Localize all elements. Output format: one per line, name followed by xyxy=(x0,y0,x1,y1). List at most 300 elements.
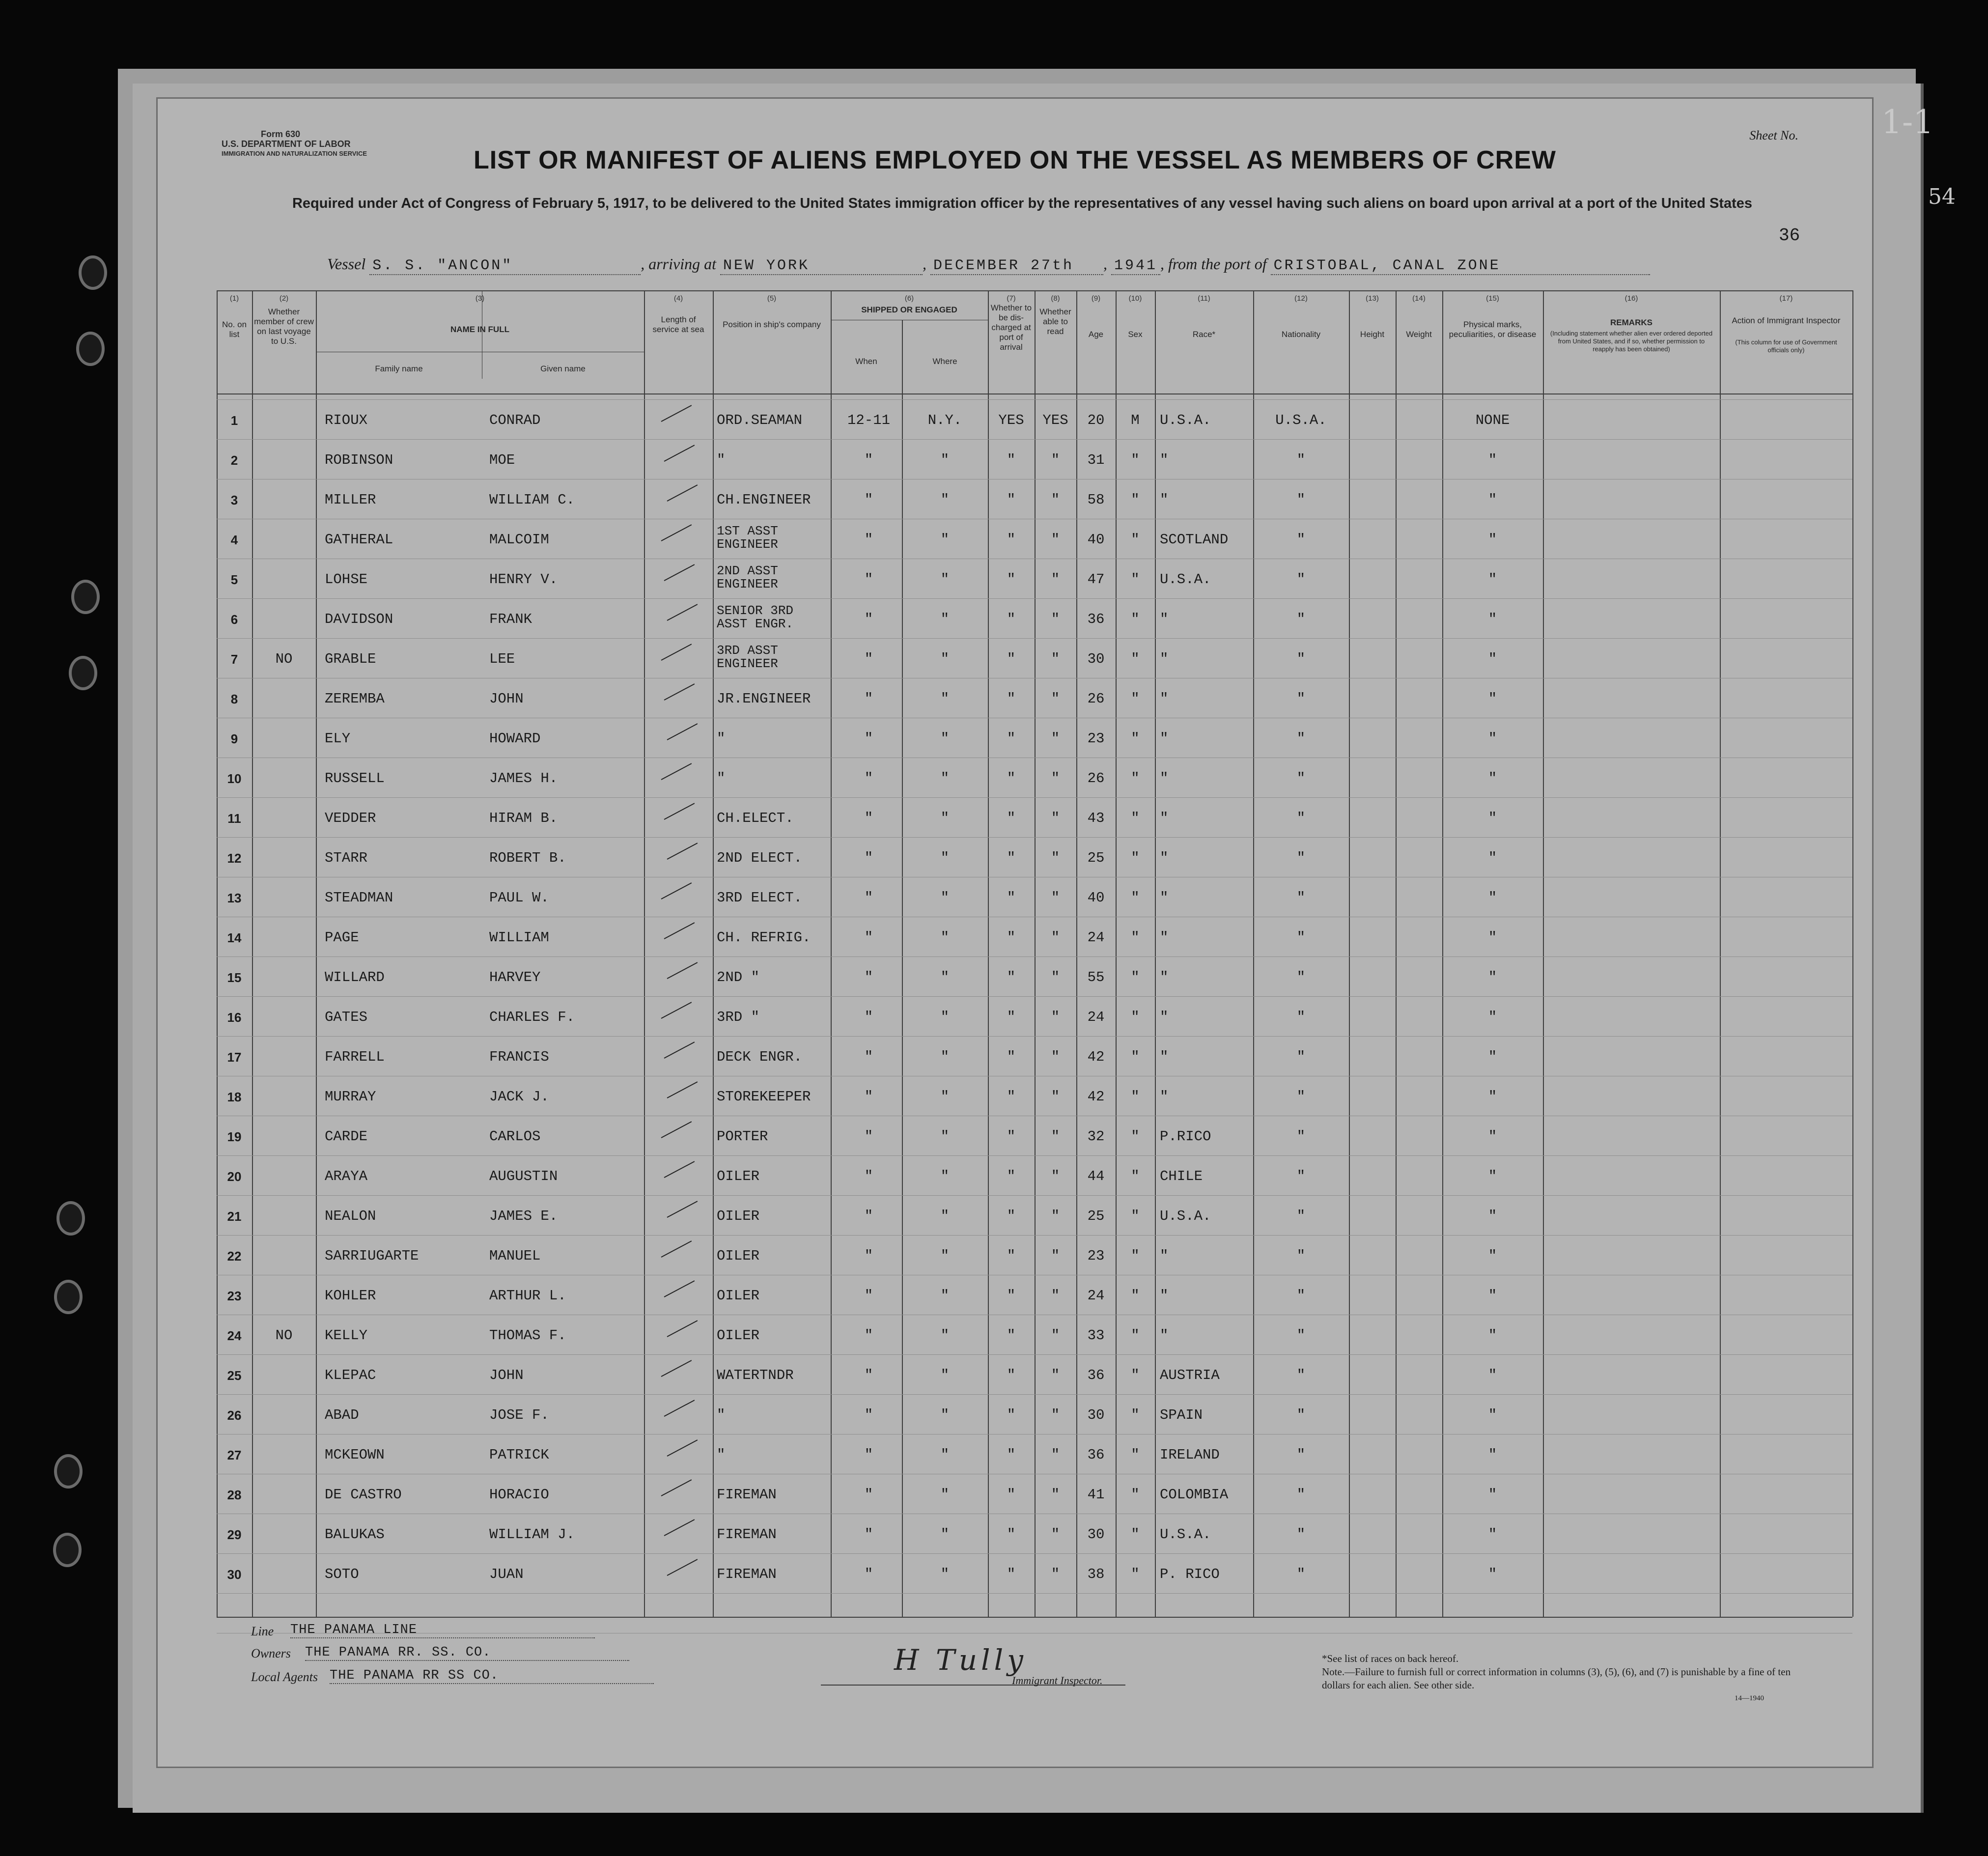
cell-race: " xyxy=(1160,1049,1169,1065)
cell-sex: " xyxy=(1131,1248,1140,1264)
cell-age: 24 xyxy=(1087,929,1105,946)
cell-where: " xyxy=(940,1327,950,1344)
cell-nat: " xyxy=(1296,929,1306,946)
printer-code: 14—1940 xyxy=(1735,1694,1764,1702)
cell-read: " xyxy=(1051,611,1060,627)
cell-disch: " xyxy=(1007,1487,1016,1503)
arrival-date: DECEMBER 27th xyxy=(930,257,1103,275)
col-race: Race* xyxy=(1192,330,1216,339)
cell-where: " xyxy=(940,1447,950,1463)
cell-sex: " xyxy=(1131,1447,1140,1463)
cell-disch: " xyxy=(1007,651,1016,667)
cell-phys: " xyxy=(1488,532,1497,548)
cell-given: ARTHUR L. xyxy=(489,1288,566,1304)
cell-family: DE CASTRO xyxy=(325,1487,402,1503)
cell-where: " xyxy=(940,611,950,627)
cell-age: 36 xyxy=(1087,1447,1105,1463)
cell-family: LOHSE xyxy=(325,571,368,588)
cell-sex: " xyxy=(1131,1526,1140,1543)
cell-race: CHILE xyxy=(1160,1168,1203,1184)
cell-where: " xyxy=(940,1168,950,1184)
cell-sex: " xyxy=(1131,532,1140,548)
cell-disch: " xyxy=(1007,532,1016,548)
cell-when: " xyxy=(864,1487,873,1503)
cell-race: IRELAND xyxy=(1160,1447,1220,1463)
binder-hole xyxy=(79,255,107,290)
service-checkmark xyxy=(667,1320,698,1337)
cell-given: HARVEY xyxy=(489,969,541,985)
col-remarks-sub: (Including statement whether alien ever ordered deported from United States, and if so, whether permission to reapply has been obtained) xyxy=(1550,330,1713,353)
cell-position: OILER xyxy=(717,1327,760,1344)
cell-sex: " xyxy=(1131,452,1140,468)
cell-phys: " xyxy=(1488,1288,1497,1304)
cell-family: KLEPAC xyxy=(325,1367,376,1383)
cell-no: 26 xyxy=(227,1408,242,1423)
cell-sex: " xyxy=(1131,850,1140,866)
cell-nat: " xyxy=(1296,1367,1306,1383)
cell-position: 3RD ASST ENGINEER xyxy=(717,643,778,671)
cell-sex: " xyxy=(1131,770,1140,787)
cell-read: " xyxy=(1051,1447,1060,1463)
form-number: Form 630 xyxy=(261,129,301,139)
cell-age: 25 xyxy=(1087,1208,1105,1224)
cell-where: " xyxy=(940,1407,950,1423)
cell-given: MALCOIM xyxy=(489,532,549,548)
cell-nat: " xyxy=(1296,1447,1306,1463)
cell-family: KELLY xyxy=(325,1327,368,1344)
colnum-4: (4) xyxy=(673,294,683,303)
cell-age: 20 xyxy=(1087,412,1105,428)
cell-where: " xyxy=(940,691,950,707)
cell-no: 11 xyxy=(227,811,241,826)
cell-age: 42 xyxy=(1087,1089,1105,1105)
cell-disch: " xyxy=(1007,1049,1016,1065)
cell-nat: " xyxy=(1296,1487,1306,1503)
cell-no: 8 xyxy=(230,692,238,706)
cell-phys: " xyxy=(1488,929,1497,946)
cell-phys: " xyxy=(1488,492,1497,508)
colnum-3: (3) xyxy=(475,294,485,303)
cell-read: " xyxy=(1051,1248,1060,1264)
cell-sex: " xyxy=(1131,1566,1140,1582)
vessel-name: S. S. "ANCON" xyxy=(369,257,641,275)
cell-race: SPAIN xyxy=(1160,1407,1203,1423)
cell-family: STEADMAN xyxy=(325,890,393,906)
cell-disch: " xyxy=(1007,1327,1016,1344)
cell-no: 27 xyxy=(227,1448,242,1462)
cell-position: FIREMAN xyxy=(717,1526,777,1543)
cell-no: 13 xyxy=(227,891,242,905)
service-checkmark xyxy=(667,1081,698,1098)
cell-given: WILLIAM J. xyxy=(489,1526,575,1543)
cell-sex: " xyxy=(1131,810,1140,826)
cell-race: " xyxy=(1160,929,1169,946)
cell-race: " xyxy=(1160,452,1169,468)
cell-family: DAVIDSON xyxy=(325,611,393,627)
document-title: LIST OR MANIFEST OF ALIENS EMPLOYED ON THE VESSEL AS MEMBERS OF CREW xyxy=(474,146,1556,174)
cell-when: " xyxy=(864,611,873,627)
col-remarks: REMARKS xyxy=(1610,318,1652,327)
cell-no: 28 xyxy=(227,1488,242,1502)
cell-where: " xyxy=(940,571,950,588)
cell-disch: " xyxy=(1007,571,1016,588)
cell-when: " xyxy=(864,1128,873,1145)
colnum-15: (15) xyxy=(1486,294,1499,303)
cell-age: 40 xyxy=(1087,532,1105,548)
cell-disch: " xyxy=(1007,890,1016,906)
cell-race: " xyxy=(1160,611,1169,627)
cell-age: 23 xyxy=(1087,1248,1105,1264)
cell-age: 26 xyxy=(1087,770,1105,787)
cell-no: 15 xyxy=(227,970,242,985)
cell-sex: " xyxy=(1131,1168,1140,1184)
cell-sex: " xyxy=(1131,1049,1140,1065)
cell-age: 43 xyxy=(1087,810,1105,826)
cell-when: " xyxy=(864,850,873,866)
cell-position: STOREKEEPER xyxy=(717,1089,811,1105)
service-checkmark xyxy=(664,1041,695,1059)
cell-nat: " xyxy=(1296,532,1306,548)
cell-no: 20 xyxy=(227,1169,242,1184)
colnum-13: (13) xyxy=(1366,294,1379,303)
cell-read: " xyxy=(1051,1407,1060,1423)
cell-given: JAMES E. xyxy=(489,1208,558,1224)
cell-nat: " xyxy=(1296,731,1306,747)
cell-where: " xyxy=(940,651,950,667)
note-races: *See list of races on back hereof. xyxy=(1322,1653,1459,1664)
cell-when: " xyxy=(864,1248,873,1264)
cell-no: 23 xyxy=(227,1289,242,1303)
cell-phys: " xyxy=(1488,1526,1497,1543)
cell-nat: " xyxy=(1296,1089,1306,1105)
cell-family: ELY xyxy=(325,731,351,747)
cell-phys: " xyxy=(1488,850,1497,866)
cell-when: " xyxy=(864,969,873,985)
cell-age: 47 xyxy=(1087,571,1105,588)
cell-read: " xyxy=(1051,452,1060,468)
cell-nat: " xyxy=(1296,571,1306,588)
cell-when: " xyxy=(864,1089,873,1105)
cell-nat: " xyxy=(1296,1168,1306,1184)
cell-disch: " xyxy=(1007,1566,1016,1582)
col-height: Height xyxy=(1360,330,1385,339)
cell-nat: " xyxy=(1296,810,1306,826)
cell-where: " xyxy=(940,810,950,826)
cell-given: LEE xyxy=(489,651,515,667)
cell-race: " xyxy=(1160,1248,1169,1264)
col-physical: Physical marks, peculiarities, or disease xyxy=(1449,320,1537,339)
cell-read: " xyxy=(1051,1208,1060,1224)
cell-family: ROBINSON xyxy=(325,452,393,468)
cell-nat: " xyxy=(1296,850,1306,866)
cell-position: JR.ENGINEER xyxy=(717,691,811,707)
cell-read: " xyxy=(1051,850,1060,866)
cell-age: 38 xyxy=(1087,1566,1105,1582)
cell-family: VEDDER xyxy=(325,810,376,826)
service-checkmark xyxy=(664,803,695,820)
cell-given: THOMAS F. xyxy=(489,1327,566,1344)
cell-phys: " xyxy=(1488,1049,1497,1065)
cell-phys: " xyxy=(1488,1248,1497,1264)
col-given: Given name xyxy=(540,364,586,373)
cell-position: PORTER xyxy=(717,1128,768,1145)
binder-hole xyxy=(71,580,100,614)
col-name: NAME IN FULL xyxy=(450,325,509,334)
cell-disch: " xyxy=(1007,1248,1016,1264)
cell-phys: " xyxy=(1488,1327,1497,1344)
cell-when: " xyxy=(864,1288,873,1304)
cell-age: 30 xyxy=(1087,651,1105,667)
colnum-8: (8) xyxy=(1051,294,1060,303)
cell-when: " xyxy=(864,929,873,946)
cell-read: " xyxy=(1051,691,1060,707)
service-checkmark xyxy=(667,1201,698,1218)
cell-given: CARLOS xyxy=(489,1128,541,1145)
service-checkmark xyxy=(664,1280,695,1297)
cell-nat: " xyxy=(1296,1049,1306,1065)
cell-family: GATES xyxy=(325,1009,368,1025)
cell-disch: " xyxy=(1007,969,1016,985)
cell-when: " xyxy=(864,1208,873,1224)
cell-disch: " xyxy=(1007,929,1016,946)
cell-family: BALUKAS xyxy=(325,1526,385,1543)
colnum-16: (16) xyxy=(1624,294,1638,303)
service-checkmark xyxy=(661,763,692,780)
cell-family: CARDE xyxy=(325,1128,368,1145)
cell-read: " xyxy=(1051,731,1060,747)
cell-no: 30 xyxy=(227,1567,242,1582)
col-family: Family name xyxy=(375,364,423,373)
cell-age: 40 xyxy=(1087,890,1105,906)
cell-phys: " xyxy=(1488,452,1497,468)
cell-nat: " xyxy=(1296,611,1306,627)
binder-hole xyxy=(53,1533,82,1567)
cell-sex: " xyxy=(1131,651,1140,667)
cell-disch: YES xyxy=(998,412,1024,428)
cell-sex: " xyxy=(1131,691,1140,707)
cell-nat: " xyxy=(1296,1009,1306,1025)
cell-disch: " xyxy=(1007,850,1016,866)
cell-when: " xyxy=(864,1566,873,1582)
cell-phys: " xyxy=(1488,770,1497,787)
cell-disch: " xyxy=(1007,1447,1016,1463)
col-discharged: Whether to be dis-charged at port of arrival xyxy=(990,303,1032,352)
arrival-port: NEW YORK xyxy=(720,257,923,275)
cell-where: " xyxy=(940,969,950,985)
cell-family: KOHLER xyxy=(325,1288,376,1304)
cell-given: PATRICK xyxy=(489,1447,549,1463)
cell-where: " xyxy=(940,1566,950,1582)
cell-disch: " xyxy=(1007,1288,1016,1304)
colnum-17: (17) xyxy=(1779,294,1793,303)
colnum-7: (7) xyxy=(1007,294,1016,303)
col-shipped: SHIPPED OR ENGAGED xyxy=(861,305,957,314)
cell-no: 5 xyxy=(230,572,238,587)
cell-phys: " xyxy=(1488,890,1497,906)
cell-crew: NO xyxy=(275,1327,293,1344)
cell-where: " xyxy=(940,1009,950,1025)
service-checkmark xyxy=(664,1519,695,1536)
cell-read: " xyxy=(1051,1049,1060,1065)
cell-family: RUSSELL xyxy=(325,770,385,787)
service-checkmark xyxy=(664,564,695,581)
cell-where: " xyxy=(940,890,950,906)
sheet-no-label: Sheet No. xyxy=(1749,128,1798,142)
cell-no: 29 xyxy=(227,1527,242,1542)
cell-phys: NONE xyxy=(1475,412,1510,428)
cell-sex: " xyxy=(1131,1487,1140,1503)
cell-no: 14 xyxy=(227,930,242,945)
cell-given: CHARLES F. xyxy=(489,1009,575,1025)
cell-given: JUAN xyxy=(489,1566,524,1582)
cell-given: WILLIAM C. xyxy=(489,492,575,508)
cell-age: 58 xyxy=(1087,492,1105,508)
cell-disch: " xyxy=(1007,1009,1016,1025)
cell-no: 16 xyxy=(227,1010,242,1025)
cell-given: JOHN xyxy=(489,691,524,707)
cell-where: " xyxy=(940,1049,950,1065)
cell-family: ARAYA xyxy=(325,1168,368,1184)
cell-sex: " xyxy=(1131,1367,1140,1383)
cell-where: " xyxy=(940,1487,950,1503)
cell-sex: " xyxy=(1131,1327,1140,1344)
voyage-line: Vessel S. S. "ANCON" , arriving at NEW YORK , DECEMBER 27th , 1941 , from the port of CRISTOBAL, CANAL ZONE xyxy=(327,255,1650,275)
cell-position: DECK ENGR. xyxy=(717,1049,803,1065)
service-checkmark xyxy=(664,445,695,462)
cell-position: OILER xyxy=(717,1208,760,1224)
agents-label: Local Agents xyxy=(251,1670,318,1684)
cell-race: " xyxy=(1160,1327,1169,1344)
cell-race: " xyxy=(1160,651,1169,667)
cell-nat: " xyxy=(1296,452,1306,468)
service-checkmark xyxy=(667,484,698,502)
cell-nat: " xyxy=(1296,1128,1306,1145)
cell-age: 31 xyxy=(1087,452,1105,468)
col-crew-last: Whether member of crew on last voyage to U.S. xyxy=(254,307,314,346)
cell-where: " xyxy=(940,929,950,946)
cell-age: 42 xyxy=(1087,1049,1105,1065)
cell-phys: " xyxy=(1488,1487,1497,1503)
service-checkmark xyxy=(664,1161,695,1178)
cell-phys: " xyxy=(1488,571,1497,588)
service-checkmark xyxy=(661,1479,692,1496)
cell-given: PAUL W. xyxy=(489,890,549,906)
cell-nat: " xyxy=(1296,651,1306,667)
cell-when: " xyxy=(864,1526,873,1543)
cell-read: " xyxy=(1051,810,1060,826)
cell-where: " xyxy=(940,1089,950,1105)
cell-no: 4 xyxy=(230,533,238,547)
cell-when: " xyxy=(864,1168,873,1184)
cell-disch: " xyxy=(1007,611,1016,627)
cell-age: 36 xyxy=(1087,1367,1105,1383)
cell-when: " xyxy=(864,1407,873,1423)
col-age: Age xyxy=(1088,330,1104,339)
colnum-9: (9) xyxy=(1091,294,1101,303)
col-where: Where xyxy=(932,357,957,366)
cell-no: 22 xyxy=(227,1249,242,1264)
cell-read: " xyxy=(1051,532,1060,548)
cell-nat: " xyxy=(1296,1248,1306,1264)
col-read: Whether able to read xyxy=(1039,307,1071,336)
cell-race: P.RICO xyxy=(1160,1128,1211,1145)
col-when: When xyxy=(855,357,877,366)
cell-disch: " xyxy=(1007,1407,1016,1423)
cell-sex: " xyxy=(1131,571,1140,588)
agents-value: THE PANAMA RR SS CO. xyxy=(330,1668,654,1684)
service-checkmark xyxy=(667,723,698,740)
manifest-page xyxy=(156,97,1874,1768)
owners-value: THE PANAMA RR. SS. CO. xyxy=(305,1645,629,1661)
cell-read: " xyxy=(1051,1566,1060,1582)
cell-given: FRANK xyxy=(489,611,532,627)
cell-family: MURRAY xyxy=(325,1089,376,1105)
manifest-table xyxy=(217,290,1852,1617)
cell-when: " xyxy=(864,492,873,508)
cell-nat: " xyxy=(1296,1327,1306,1344)
cell-race: U.S.A. xyxy=(1160,1208,1211,1224)
cell-where: " xyxy=(940,492,950,508)
col-weight: Weight xyxy=(1406,330,1432,339)
cell-nat: " xyxy=(1296,492,1306,508)
colnum-5: (5) xyxy=(767,294,777,303)
cell-no: 19 xyxy=(227,1129,242,1144)
cell-phys: " xyxy=(1488,651,1497,667)
cell-phys: " xyxy=(1488,731,1497,747)
cell-where: " xyxy=(940,532,950,548)
cell-race: " xyxy=(1160,969,1169,985)
cell-no: 7 xyxy=(230,652,238,667)
binder-hole xyxy=(54,1280,83,1314)
cell-when: 12-11 xyxy=(847,412,890,428)
cell-nat: " xyxy=(1296,691,1306,707)
colnum-14: (14) xyxy=(1412,294,1426,303)
cell-read: " xyxy=(1051,571,1060,588)
cell-race: " xyxy=(1160,1009,1169,1025)
cell-when: " xyxy=(864,1327,873,1344)
cell-given: FRANCIS xyxy=(489,1049,549,1065)
cell-given: HENRY V. xyxy=(489,571,558,588)
cell-phys: " xyxy=(1488,1407,1497,1423)
cell-position: " xyxy=(717,770,726,787)
cell-family: RIOUX xyxy=(325,412,368,428)
cell-phys: " xyxy=(1488,611,1497,627)
cell-read: " xyxy=(1051,492,1060,508)
binder-hole xyxy=(56,1201,85,1236)
cell-when: " xyxy=(864,890,873,906)
margin-mark-side: 54 xyxy=(1928,184,1956,209)
cell-disch: " xyxy=(1007,1208,1016,1224)
cell-no: 24 xyxy=(227,1328,242,1343)
cell-nat: " xyxy=(1296,1566,1306,1582)
vessel-label: Vessel xyxy=(327,255,366,273)
service-checkmark xyxy=(661,1121,692,1138)
arrival-year: 1941 xyxy=(1111,257,1160,275)
cell-read: " xyxy=(1051,1128,1060,1145)
service-checkmark xyxy=(661,1360,692,1377)
cell-race: " xyxy=(1160,731,1169,747)
cell-age: 44 xyxy=(1087,1168,1105,1184)
cell-given: HIRAM B. xyxy=(489,810,558,826)
cell-sex: " xyxy=(1131,1288,1140,1304)
cell-read: " xyxy=(1051,969,1060,985)
cell-when: " xyxy=(864,1049,873,1065)
cell-read: " xyxy=(1051,929,1060,946)
col-action-sub: (This column for use of Government officials only) xyxy=(1735,338,1837,354)
cell-nat: " xyxy=(1296,770,1306,787)
cell-where: " xyxy=(940,1526,950,1543)
colnum-11: (11) xyxy=(1198,294,1210,303)
